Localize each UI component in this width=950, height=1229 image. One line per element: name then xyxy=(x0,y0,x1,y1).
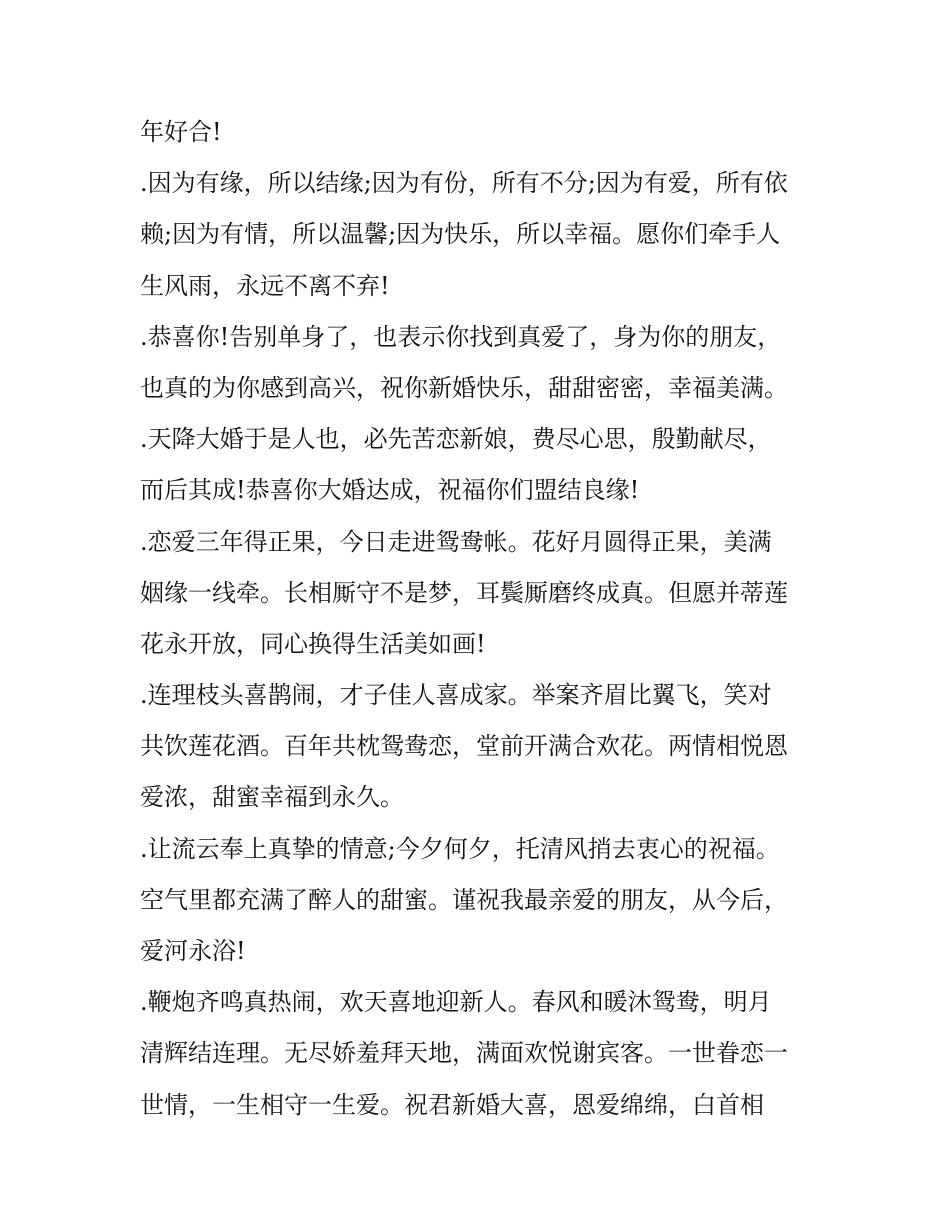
text-line: 世情，一生相守一生爱。祝君新婚大喜，恩爱绵绵，白首相 xyxy=(140,1090,764,1119)
text-line: 生风雨，永远不离不弃! xyxy=(140,271,390,300)
text-line: 年好合! xyxy=(140,118,222,146)
text-line: .恭喜你!告别单身了，也表示你找到真爱了，身为你的朋友， xyxy=(140,322,782,351)
text-line: .因为有缘，所以结缘;因为有份，所有不分;因为有爱，所有依 xyxy=(140,169,788,198)
text-line: 爱浓，甜蜜幸福到永久。 xyxy=(140,783,404,812)
text-line: 赖;因为有情，所以温馨;因为快乐，所以幸福。愿你们牵手人 xyxy=(140,220,781,249)
text-line: .让流云奉上真挚的情意;今夕何夕，托清风捎去衷心的祝福。 xyxy=(140,834,780,863)
text-line: 清辉结连理。无尽娇羞拜天地，满面欢悦谢宾客。一世眷恋一 xyxy=(140,1039,788,1068)
text-line: .恋爱三年得正果，今日走进鸳鸯帐。花好月圆得正果，美满 xyxy=(140,527,772,556)
text-line: 空气里都充满了醉人的甜蜜。谨祝我最亲爱的朋友，从今后， xyxy=(140,885,788,914)
text-line: 也真的为你感到高兴，祝你新婚快乐，甜甜密密，幸福美满。 xyxy=(140,373,788,402)
text-line: .连理枝头喜鹊闹，才子佳人喜成家。举案齐眉比翼飞，笑对 xyxy=(140,681,772,710)
text-line: .天降大婚于是人也，必先苦恋新娘，费尽心思，殷勤献尽， xyxy=(140,425,772,454)
text-line: 爱河永浴! xyxy=(140,937,246,965)
text-line: 姻缘一线牵。长相厮守不是梦，耳鬓厮磨终成真。但愿并蒂莲 xyxy=(140,578,788,607)
text-line: 共饮莲花酒。百年共枕鸳鸯恋，堂前开满合欢花。两情相悦恩 xyxy=(140,732,788,761)
body-text xyxy=(140,107,830,1131)
text-line: .鞭炮齐鸣真热闹，欢天喜地迎新人。春风和暖沐鸳鸯，明月 xyxy=(140,988,772,1017)
text-line: 而后其成!恭喜你大婚达成，祝福你们盟结良缘! xyxy=(140,476,640,505)
text-line: 花永开放，同心换得生活美如画! xyxy=(140,629,486,658)
